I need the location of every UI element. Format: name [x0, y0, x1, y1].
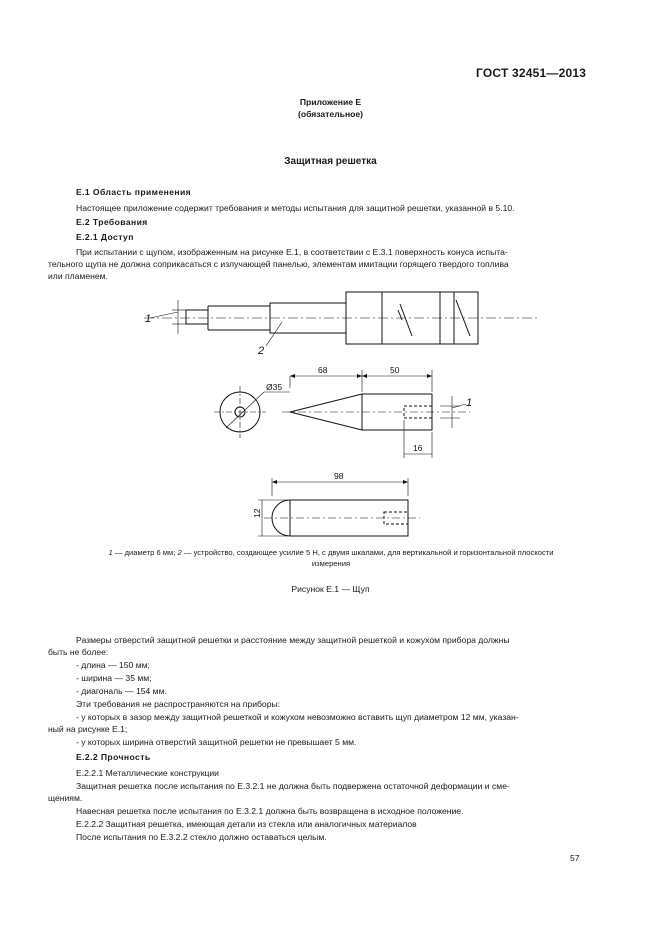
standard-header: ГОСТ 32451—2013 — [476, 66, 587, 80]
label-1-top: 1 — [145, 313, 152, 325]
section-e22-heading: Е.2.2 Прочность — [76, 752, 151, 762]
appendix-status: (обязательное) — [297, 109, 364, 119]
rounded-probe-drawing — [258, 478, 420, 536]
figure-caption-line2: измерения — [311, 559, 351, 568]
section-e21-heading: Е.2.1 Доступ — [76, 232, 134, 242]
label-2: 2 — [258, 345, 265, 357]
section-e2-heading: Е.2 Требования — [76, 217, 148, 227]
label-1-middle: 1 — [466, 397, 473, 409]
diameter-label: Ø35 — [266, 382, 283, 392]
list-item: - диагональ — 154 мм. — [76, 686, 167, 696]
section-e22-p3: После испытания по Е.3.2.2 стекло должно оставаться целым. — [76, 832, 327, 842]
page-number: 57 — [570, 853, 580, 863]
body-p1-line2: быть не более: — [48, 647, 109, 657]
section-e222-heading: Е.2.2.2 Защитная решетка, имеющая детали из стекла или аналогичных материалов — [76, 819, 417, 829]
figure-caption: 1 — диаметр 6 мм; 2 — устройство, создающее усилие 5 Н, с двумя шкалами, для вертикальной и горизонтальной плоскости — [108, 548, 554, 557]
section-e21-line1: При испытании с щупом, изображенным на рисунке Е.1, в соответствии с Е.3.1 поверхность конуса испыта- — [76, 247, 508, 257]
section-e21-line3: или пламенем. — [48, 271, 108, 281]
probe-end-view — [214, 386, 290, 438]
body-p2: Эти требования не распространяются на приборы: — [76, 699, 281, 709]
dim-16: 16 — [413, 443, 423, 453]
dim-50: 50 — [390, 365, 400, 375]
cone-probe-drawing — [282, 370, 473, 458]
section-e21-line2: тельного щупа не должна соприкасаться с излучающей панелью, элементам имитации горящего твердого топлива — [48, 259, 509, 269]
section-e1-heading: Е.1 Область применения — [76, 187, 192, 197]
probe-assembly-drawing — [144, 292, 540, 346]
figure-title: Рисунок Е.1 — Щуп — [291, 584, 370, 594]
section-e22-p1-line1: Защитная решетка после испытания по Е.3.2.1 не должна быть подвержена остаточной деформации и сме- — [76, 781, 510, 791]
dim-12: 12 — [252, 508, 262, 518]
dim-98: 98 — [334, 471, 344, 481]
list-item: - длина — 150 мм; — [76, 660, 150, 670]
section-e1-text: Настоящее приложение содержит требования и методы испытания для защитной решетки, указанной в 5.10. — [76, 203, 515, 213]
section-e221-heading: Е.2.2.1 Металлические конструкции — [76, 768, 219, 778]
appendix-title: Приложение Е — [299, 97, 362, 107]
body-p4: - у которых ширина отверстий защитной решетки не превышает 5 мм. — [76, 737, 357, 747]
list-item: - ширина — 35 мм; — [76, 673, 152, 683]
section-e22-p2: Навесная решетка после испытания по Е.3.2.1 должна быть возвращена в исходное положение. — [76, 806, 464, 816]
body-p3-line2: ный на рисунке Е.1; — [48, 724, 128, 734]
body-p1-line1: Размеры отверстий защитной решетки и расстояние между защитной решеткой и кожухом прибора должны — [76, 635, 510, 645]
dim-68: 68 — [318, 365, 328, 375]
body-p3-line1: - у которых в зазор между защитной решеткой и кожухом невозможно вставить щуп диаметром 12 мм, указан- — [76, 712, 519, 722]
document-title: Защитная решетка — [284, 156, 377, 167]
section-e22-p1-line2: щениям. — [48, 793, 83, 803]
